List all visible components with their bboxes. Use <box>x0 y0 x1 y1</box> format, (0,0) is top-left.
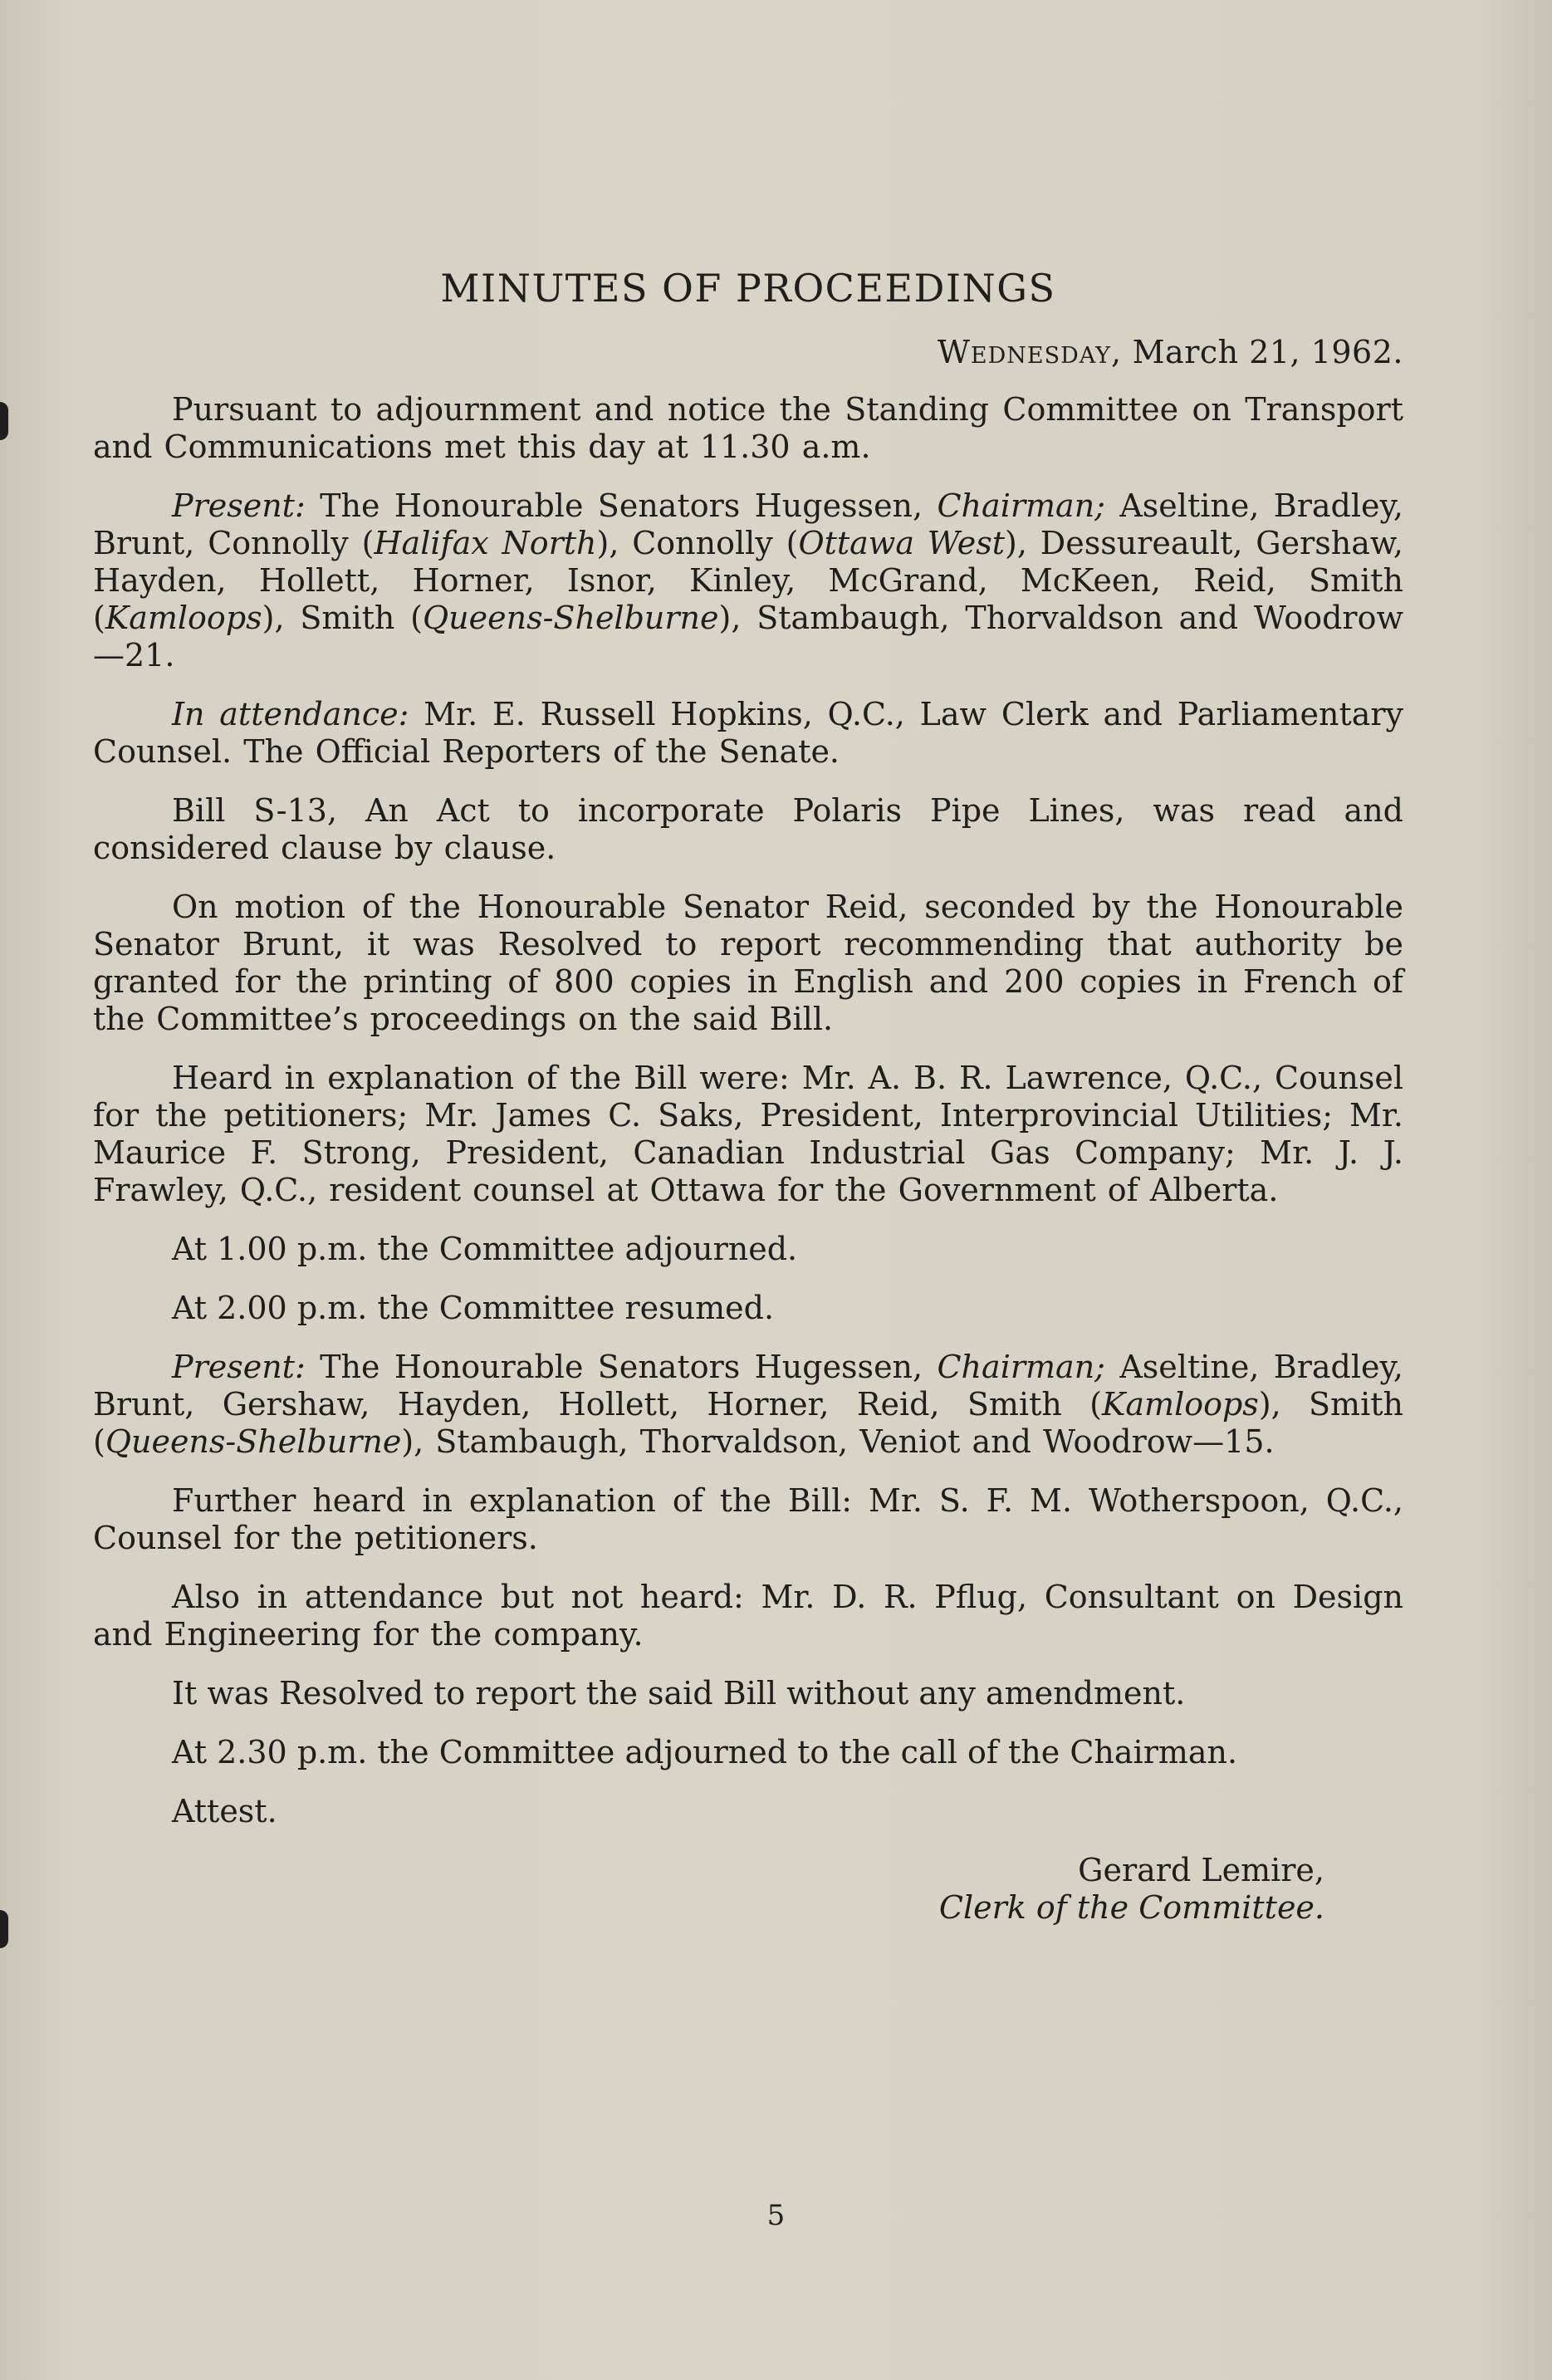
text-run: ), Smith ( <box>93 1386 1403 1460</box>
signature-block <box>93 1852 1324 1927</box>
dateline-date: March 21, 1962. <box>1132 334 1403 370</box>
paragraph-printing-motion: On motion of the Honourable Senator Reid, seconded by the Honourable Senator Brunt, it was Resolved to report recommending that authority be granted for the printing of 800 copies in English and 200 copies in French of the Committee’s proceedings on the said Bill. <box>93 889 1403 1037</box>
riding-name: Ottawa West <box>798 525 1006 561</box>
text-run: ), Connolly ( <box>596 525 799 561</box>
riding-name: Kamloops <box>105 600 262 636</box>
paragraph-resolved: It was Resolved to report the said Bill without any amendment. <box>172 1675 1186 1712</box>
paragraph-bill-read: Bill S-13, An Act to incorporate Polaris Pipe Lines, was read and considered clause by clause. <box>93 792 1403 866</box>
text-run: Aseltine, Bradley, Brunt, Connolly ( <box>93 487 1403 561</box>
chairman-label: Chairman; <box>937 1349 1105 1385</box>
paragraph-adjourned: At 1.00 p.m. the Committee adjourned. <box>172 1231 798 1267</box>
riding-name: Kamloops <box>1102 1386 1259 1423</box>
document-body <box>93 266 1403 1927</box>
paragraph-final-adjournment: At 2.30 p.m. the Committee adjourned to the call of the Chairman. <box>172 1734 1238 1770</box>
paragraph-present-afternoon <box>93 1349 1403 1461</box>
riding-name: Queens-Shelburne <box>105 1423 402 1460</box>
text-run: ), Stambaugh, Thorvaldson and Woodrow—21. <box>93 600 1403 673</box>
paragraph-present-morning <box>93 487 1403 674</box>
present-label: Present: <box>172 1349 306 1385</box>
text-run: ), Stambaugh, Thorvaldson, Veniot and Woodrow—15. <box>401 1423 1275 1460</box>
paragraph-further-heard: Further heard in explanation of the Bill: Mr. S. F. M. Wotherspoon, Q.C., Counsel for the petitioners. <box>93 1482 1403 1556</box>
paragraph-also-attendance: Also in attendance but not heard: Mr. D. R. Pflug, Consultant on Design and Engineering for the company. <box>93 1579 1403 1653</box>
chairman-label: Chairman; <box>937 487 1105 524</box>
page-number: 5 <box>766 2199 786 2232</box>
text-run: ), Smith ( <box>262 600 423 636</box>
text-run: The Honourable Senators Hugessen, <box>320 487 923 524</box>
present-label: Present: <box>172 487 306 524</box>
paragraph-attest: Attest. <box>172 1793 277 1829</box>
signature-role: Clerk of the Committee. <box>938 1889 1324 1926</box>
paragraph-heard-witnesses: Heard in explanation of the Bill were: Mr. A. B. R. Lawrence, Q.C., Counsel for the petitioners; Mr. James C. Saks, President, Interprovincial Utilities; Mr. Maurice F. Strong, President, Canadian Industrial Gas Company; Mr. J. J. Frawley, Q.C., resident counsel at Ottawa for the Government of Alberta. <box>93 1060 1403 1208</box>
signature-name: Gerard Lemire, <box>1078 1852 1324 1888</box>
paragraph-meeting-opened: Pursuant to adjournment and notice the Standing Committee on Transport and Communications met this day at 11.30 a.m. <box>93 391 1403 465</box>
riding-name: Queens-Shelburne <box>423 600 719 636</box>
in-attendance-label: In attendance: <box>172 696 409 732</box>
dateline-day: Wednesday, <box>937 334 1123 370</box>
text-run: The Honourable Senators Hugessen, <box>320 1349 923 1385</box>
binding-mark <box>0 1910 8 1948</box>
binding-mark <box>0 402 8 440</box>
page-title: MINUTES OF PROCEEDINGS <box>440 266 1056 311</box>
text-run: Mr. E. Russell Hopkins, Q.C., Law Clerk and Parliamentary Counsel. The Official Reporters of the Senate. <box>93 696 1403 770</box>
paragraph-resumed: At 2.00 p.m. the Committee resumed. <box>172 1290 775 1326</box>
riding-name: Halifax North <box>374 525 597 561</box>
paragraph-in-attendance <box>93 696 1403 771</box>
dateline <box>93 334 1403 371</box>
text-run: ), Dessureault, Gershaw, Hayden, Hollett, Horner, Isnor, Kinley, McGrand, McKeen, Reid, Smith ( <box>93 525 1403 636</box>
text-run: Aseltine, Bradley, Brunt, Gershaw, Hayden, Hollett, Horner, Reid, Smith ( <box>93 1349 1403 1423</box>
